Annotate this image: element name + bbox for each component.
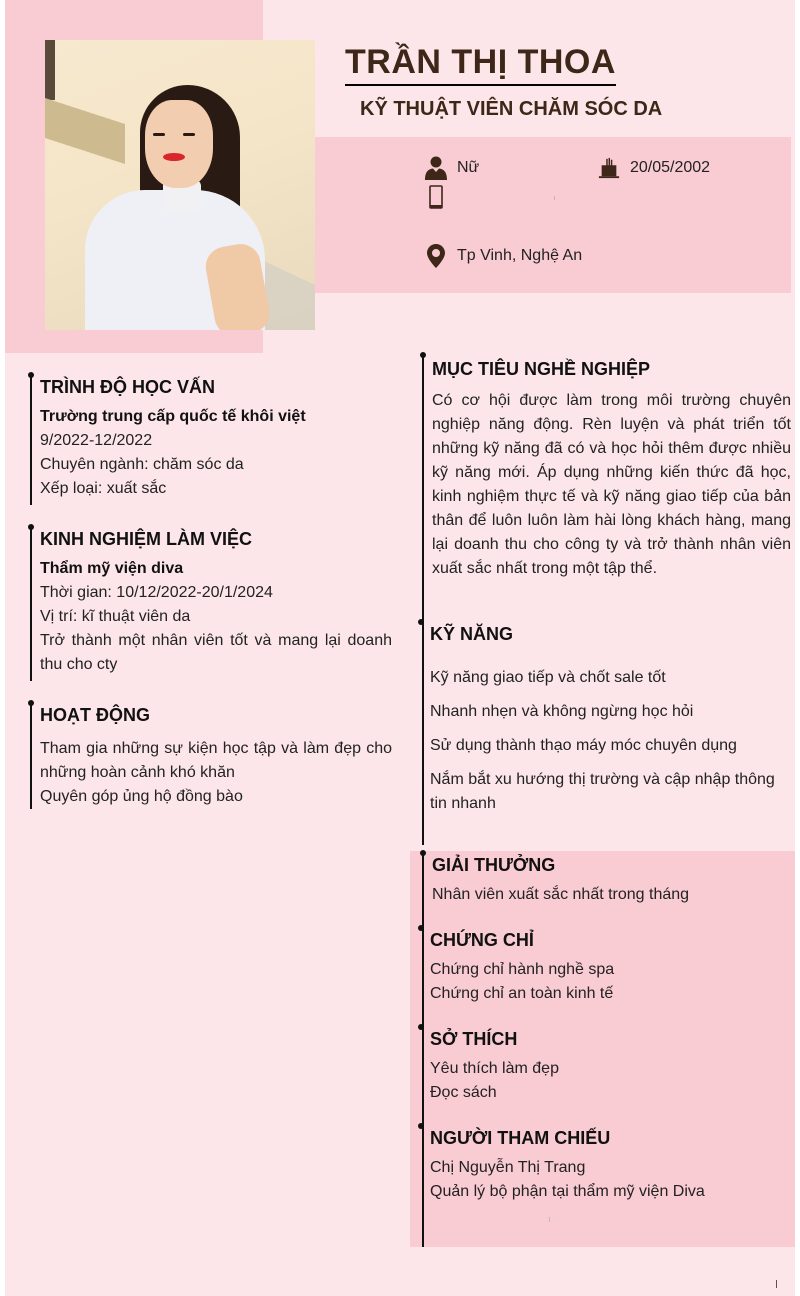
activity-item: Quyên góp ủng hộ đồng bào: [40, 788, 243, 805]
references-section: [422, 1126, 791, 1206]
education-period: 9/2022-12/2022: [40, 432, 153, 449]
education-heading: TRÌNH ĐỘ HỌC VẤN: [40, 377, 215, 397]
education-school: Trường trung cấp quốc tế khôi việt: [40, 408, 306, 425]
experience-company: Thẩm mỹ viện diva: [40, 560, 184, 577]
phone-info: [425, 185, 457, 209]
skill-item: Nhanh nhẹn và không ngừng học hỏi: [430, 703, 694, 720]
location-pin-icon: [425, 244, 447, 268]
address-info: [425, 244, 582, 268]
education-major: Chuyên ngành: chăm sóc da: [40, 456, 244, 473]
experience-section: [30, 527, 392, 681]
reference-item: Quản lý bộ phận tại thẩm mỹ viện Diva: [430, 1183, 705, 1200]
objective-text: Có cơ hội được làm trong môi trường chuyên nghiệp năng động. Rèn luyện và phát triển tốt những kỹ năng đã có và học hỏi thêm được nhiều kỹ năng mới. Áp dụng những kiến thức đã học, kinh nghiệm thực tế và kỹ năng giao tiếp của bản thân để luôn luôn làm hài lòng khách hàng, mang lại doanh thu cho công ty và trở thành nhân viên xuất sắc nhất trong một tập thể.: [432, 392, 791, 577]
certificates-heading: CHỨNG CHỈ: [430, 930, 534, 950]
certificate-item: Chứng chỉ hành nghề spa: [430, 961, 615, 978]
skill-item: Kỹ năng giao tiếp và chốt sale tốt: [430, 669, 666, 686]
reference-item: Chị Nguyễn Thị Trang: [430, 1159, 586, 1176]
hobbies-section: [422, 1027, 791, 1107]
gender-info: [425, 156, 479, 180]
hobby-item: Đọc sách: [430, 1084, 497, 1101]
candidate-name: TRẦN THỊ THOA: [345, 42, 616, 86]
education-grade: Xếp loại: xuất sắc: [40, 480, 167, 497]
experience-time: Thời gian: 10/12/2022-20/1/2024: [40, 584, 273, 601]
text-cursor-mark: [549, 1217, 550, 1222]
references-heading: NGƯỜI THAM CHIẾU: [430, 1128, 611, 1148]
birthday-cake-icon: [598, 156, 620, 180]
profile-photo: [45, 40, 315, 330]
phone-icon: [425, 185, 447, 209]
experience-description: Trở thành một nhân viên tốt và mang lại doanh thu cho cty: [40, 632, 392, 673]
birthday-info: [598, 156, 710, 180]
skills-section: [422, 622, 791, 844]
hobby-item: Yêu thích làm đẹp: [430, 1060, 559, 1077]
experience-heading: KINH NGHIỆM LÀM VIỆC: [40, 529, 253, 549]
text-cursor-mark: [776, 1280, 777, 1288]
skill-item: Sử dụng thành thạo máy móc chuyên dụng: [430, 737, 737, 754]
skill-item: Nắm bắt xu hướng thị trường và cập nhập thông tin nhanh: [430, 771, 775, 812]
skills-heading: KỸ NĂNG: [430, 624, 514, 644]
person-icon: [425, 156, 447, 180]
address-value: Tp Vinh, Nghệ An: [457, 247, 583, 264]
objective-heading: MỤC TIÊU NGHỀ NGHIỆP: [432, 359, 651, 379]
activities-heading: HOẠT ĐỘNG: [40, 705, 150, 725]
certificate-item: Chứng chỉ an toàn kinh tế: [430, 985, 614, 1002]
certificates-section: [422, 928, 791, 1008]
hobbies-heading: SỞ THÍCH: [430, 1029, 518, 1049]
gender-value: Nữ: [457, 159, 480, 176]
awards-heading: GIẢI THƯỞNG: [432, 855, 556, 875]
birthday-value: 20/05/2002: [630, 159, 711, 176]
text-cursor-mark: [554, 196, 555, 200]
experience-position: Vị trí: kĩ thuật viên da: [40, 608, 191, 625]
education-section: [30, 375, 392, 505]
activity-item: Tham gia những sự kiện học tập và làm đẹp cho những hoàn cảnh khó khăn: [40, 740, 392, 781]
contact-info-box: [315, 137, 791, 293]
activities-section: [30, 703, 392, 809]
award-item: Nhân viên xuất sắc nhất trong tháng: [432, 886, 690, 903]
job-title: KỸ THUẬT VIÊN CHĂM SÓC DA: [360, 98, 663, 120]
